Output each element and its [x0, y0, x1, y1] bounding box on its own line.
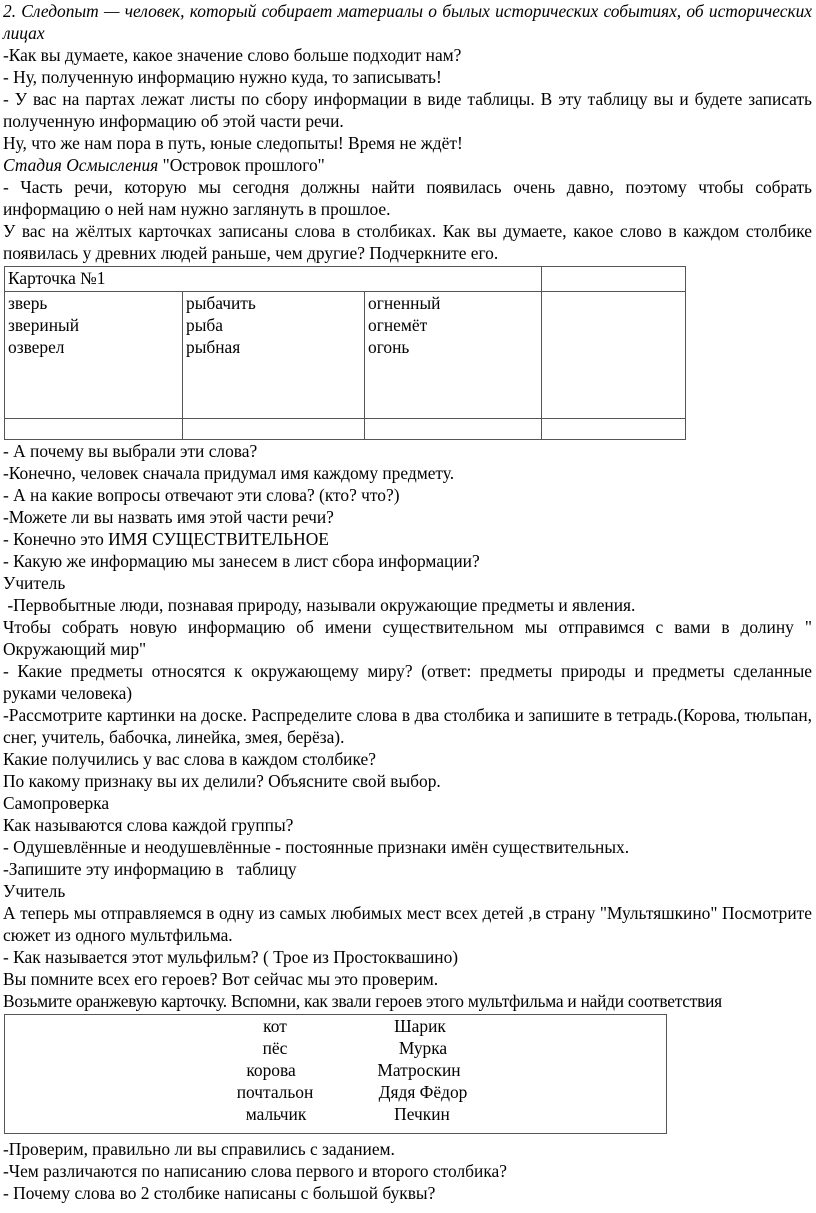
dialog-line: -Запишите эту информацию в таблицу	[3, 859, 297, 879]
dialog-line: - Какие предметы относятся к окружающему миру? (ответ: предметы природы и предметы сделанные руками человека)	[3, 661, 812, 703]
dialog-line: -Можете ли вы назвать имя этой части речи?	[3, 507, 334, 527]
dialog-line: - Как называется этот мульфильм? ( Трое из Простоквашино)	[3, 947, 459, 967]
past-paragraph: - Часть речи, которую мы сегодня должны найти появилась очень давно, поэтому чтобы собрать информацию о ней нам нужно заглянуть в прошлое.	[3, 177, 812, 219]
match-row	[5, 1081, 666, 1103]
card-1-table	[4, 266, 686, 440]
stage-title: "Островок прошлого"	[158, 155, 325, 175]
motivation-paragraph: Ну, что же нам пора в путь, юные следопыты! Время не ждёт!	[3, 133, 463, 153]
match-left: мальчик	[245, 1104, 307, 1124]
card-word: озверел	[8, 337, 65, 357]
dialog-line: - А почему вы выбрали эти слова?	[3, 441, 258, 461]
dialog-line: По какому признаку вы их делили? Объясните свой выбор.	[3, 771, 441, 791]
dialog-line: -Первобытные люди, познавая природу, называли окружающие предметы и явления.	[3, 595, 636, 615]
dialog-line: - А на какие вопросы отвечают эти слова? (кто? что?)	[3, 485, 400, 505]
card-word: рыбачить	[186, 293, 256, 313]
card-1-empty-cell	[542, 419, 686, 440]
card-1-column-1	[5, 292, 183, 419]
card-1-empty-cell	[5, 419, 183, 440]
card-1-header-row	[5, 267, 686, 292]
card-1-words-row	[5, 292, 686, 419]
card-1-column-3	[365, 292, 542, 419]
dialog-line: - Какую же информацию мы занесем в лист сбора информации?	[3, 551, 480, 571]
stage-heading	[3, 154, 812, 176]
card-1-empty-cell	[365, 419, 542, 440]
card-1-empty-cell	[542, 292, 686, 419]
card-word: огненный	[368, 293, 441, 313]
dialog-line: -Рассмотрите картинки на доске. Распределите слова в два столбика и запишите в тетрадь.(Корова, тюльпан, снег, учитель, бабочка, линейка, змея, берёза).	[3, 705, 812, 747]
card-word: рыбная	[186, 337, 241, 357]
dialog-line: - Конечно это ИМЯ СУЩЕСТВИТЕЛЬНОЕ	[3, 529, 329, 549]
match-left: корова	[246, 1060, 296, 1080]
match-row	[5, 1015, 666, 1037]
card-word: звериный	[8, 315, 79, 335]
match-left: почтальон	[236, 1082, 314, 1102]
card-1-empty-row	[5, 419, 686, 440]
card-word: рыба	[186, 315, 223, 335]
match-right: Мурка	[398, 1038, 448, 1058]
match-left: пёс	[262, 1038, 288, 1058]
match-row	[5, 1037, 666, 1059]
outro-line: -Чем различаются по написанию слова первого и второго столбика?	[3, 1161, 507, 1181]
instruction-paragraph: - У вас на партах лежат листы по сбору информации в виде таблицы. В эту таблицу вы и будете записать полученную информацию об этой части речи.	[3, 89, 812, 131]
card-word: огонь	[368, 337, 410, 357]
card-word: зверь	[8, 293, 48, 313]
dialog-line: А теперь мы отправляемся в одну из самых любимых мест всех детей ,в страну "Мультяшкино" Посмотрите сюжет из одного мультфильма.	[3, 903, 812, 945]
answer-paragraph: - Ну, полученную информацию нужно куда, то записывать!	[3, 67, 442, 87]
card-word: огнемёт	[368, 315, 428, 335]
stage-label: Стадия Осмысления	[3, 155, 159, 175]
card-1-empty-cell	[183, 419, 365, 440]
cards-instruction-paragraph: У вас на жёлтых карточках записаны слова в столбиках. Как вы думаете, какое слово в каждом столбике появилась у древних людей раньше, чем другие? Подчеркните его.	[3, 221, 812, 263]
speaker-label: Учитель	[3, 881, 66, 901]
dialog-line: Возьмите оранжевую карточку. Вспомни, как звали героев этого мультфильма и найди соответствия	[3, 991, 722, 1011]
match-right: Дядя Фёдор	[378, 1082, 468, 1102]
match-row	[5, 1103, 666, 1125]
definition-paragraph: 2. Следопыт — человек, который собирает материалы о былых исторических событиях, об исторических лицах	[3, 1, 812, 43]
dialog-line: Вы помните всех его героев? Вот сейчас мы это проверим.	[3, 969, 439, 989]
card-1-column-2	[183, 292, 365, 419]
speaker-label: Учитель	[3, 573, 66, 593]
question-paragraph: -Как вы думаете, какое значение слово больше подходит нам?	[3, 45, 462, 65]
dialog-line: Чтобы собрать новую информацию об имени существительном мы отправимся с вами в долину " Окружающий мир"	[3, 617, 812, 659]
match-left: кот	[263, 1016, 287, 1036]
dialog-line: - Одушевлённые и неодушевлённые - постоянные признаки имён существительных.	[3, 837, 630, 857]
outro-line: - Почему слова во 2 столбике написаны с большой буквы?	[3, 1183, 436, 1203]
dialog-line: Как называются слова каждой группы?	[3, 815, 294, 835]
dialog-line: -Конечно, человек сначала придумал имя каждому предмету.	[3, 463, 455, 483]
match-right: Печкин	[394, 1104, 450, 1124]
card-2-box	[4, 1014, 667, 1134]
card-1-title: Карточка №1	[5, 267, 542, 292]
match-right: Шарик	[394, 1016, 446, 1036]
section-label: Самопроверка	[3, 793, 110, 813]
dialog-line: Какие получились у вас слова в каждом столбике?	[3, 749, 376, 769]
card-1-empty-cell	[542, 267, 686, 292]
match-row	[5, 1059, 666, 1081]
outro-line: -Проверим, правильно ли вы справились с заданием.	[3, 1139, 395, 1159]
match-right: Матроскин	[377, 1060, 461, 1080]
